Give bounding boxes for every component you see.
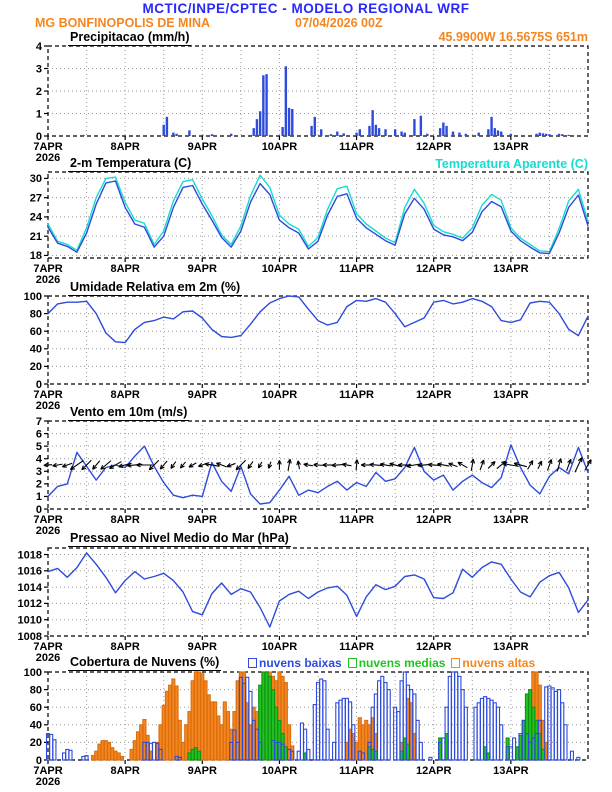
precip-bar	[458, 133, 460, 136]
y-tick-label: 1016	[17, 565, 42, 578]
x-tick-label: 7APR	[33, 263, 63, 275]
panel-title-clouds: Cobertura de Nuvens (%)	[70, 655, 220, 669]
y-tick-label: 20	[29, 737, 42, 750]
precip-bar	[253, 128, 255, 136]
precip-bar	[291, 109, 293, 136]
y-tick-label: 3	[35, 466, 42, 479]
precip-bar	[494, 128, 496, 136]
x-tick-label: 13APR	[493, 641, 529, 653]
precip-bar	[426, 134, 428, 136]
precip-bar	[95, 135, 97, 136]
y-tick-label: 1014	[17, 581, 42, 594]
y-tick-label: 0	[35, 754, 42, 767]
x-tick-label: 10APR	[261, 263, 298, 275]
x-tick-label: 10APR	[261, 765, 298, 777]
y-tick-label: 24	[29, 211, 42, 224]
x-tick-label: 11APR	[339, 765, 375, 777]
panel-title-apparent-temperature: Temperatura Aparente (C)	[435, 157, 588, 171]
x-tick-label: 7APR	[33, 641, 63, 653]
precip-bar	[175, 134, 177, 136]
precip-bar	[285, 66, 287, 136]
precip-bar	[400, 132, 402, 137]
y-tick-label: 7	[35, 415, 42, 428]
precip-bar	[201, 135, 203, 136]
x-tick-label: 11APR	[339, 263, 375, 275]
y-tick-label: 80	[29, 684, 42, 697]
precip-bar	[378, 128, 380, 136]
precip-bar	[314, 117, 316, 136]
page-title: MCTIC/INPE/CPTEC - MODELO REGIONAL WRF	[142, 1, 470, 16]
x-tick-label: 7APR	[33, 765, 63, 777]
precip-bar	[118, 135, 120, 136]
x-tick-label: 12APR	[415, 389, 452, 401]
panel-temperature	[30, 172, 588, 286]
x-tick-label: 12APR	[415, 263, 452, 275]
precip-bar	[288, 108, 290, 136]
x-axis-year-label: 2026	[35, 274, 61, 286]
precip-bar	[259, 111, 261, 136]
x-tick-label: 10APR	[261, 514, 298, 526]
y-tick-label: 100	[23, 666, 42, 679]
y-tick-label: 0	[35, 378, 42, 391]
precip-bar	[375, 125, 377, 136]
precip-bar	[487, 129, 489, 136]
precip-bar	[561, 134, 563, 136]
x-tick-label: 13APR	[493, 765, 529, 777]
precip-bar	[188, 130, 190, 136]
x-tick-label: 10APR	[261, 389, 298, 401]
precip-bar	[548, 134, 550, 136]
precip-bar	[420, 116, 422, 136]
x-tick-label: 11APR	[339, 141, 375, 153]
x-tick-label: 12APR	[415, 514, 452, 526]
x-tick-label: 9APR	[187, 141, 217, 153]
precip-bar	[320, 129, 322, 136]
x-axis-year-label: 2026	[35, 152, 61, 164]
precip-bar	[535, 134, 537, 136]
precip-bar	[82, 135, 84, 136]
precip-bar	[439, 128, 441, 136]
panel-title-precipitation: Precipitacao (mm/h)	[70, 30, 190, 44]
y-tick-label: 1012	[17, 598, 42, 611]
precip-bar	[442, 123, 444, 137]
precip-bar	[404, 133, 406, 136]
precip-bar	[510, 134, 512, 136]
y-tick-label: 20	[29, 361, 42, 374]
y-tick-label: 60	[29, 326, 42, 338]
y-tick-label: 1010	[17, 614, 42, 627]
x-tick-label: 8APR	[110, 389, 140, 401]
x-tick-label: 7APR	[33, 514, 63, 526]
x-tick-label: 9APR	[187, 514, 217, 526]
precip-bar	[539, 133, 541, 136]
y-tick-label: 60	[29, 702, 42, 714]
panel-precipitation	[33, 41, 588, 164]
precip-bar	[249, 135, 251, 136]
panel-title-pressure: Pressao ao Nivel Medio do Mar (hPa)	[70, 531, 289, 545]
y-tick-label: 30	[29, 173, 42, 186]
precip-bar	[330, 134, 332, 136]
precip-bar	[355, 133, 357, 136]
y-tick-label: 40	[29, 343, 42, 356]
x-tick-label: 13APR	[493, 263, 529, 275]
line-umidade-relativa	[48, 296, 588, 343]
y-tick-label: 0	[35, 503, 42, 516]
y-tick-label: 0	[35, 130, 42, 143]
x-tick-label: 13APR	[493, 389, 529, 401]
panel-title-temperature: 2-m Temperatura (C)	[70, 156, 192, 170]
y-tick-label: 6	[35, 428, 42, 441]
y-tick-label: 1	[35, 491, 42, 504]
precip-bar	[465, 134, 467, 136]
station-name: MG BONFINOPOLIS DE MINA	[35, 16, 210, 30]
x-tick-label: 10APR	[261, 141, 298, 153]
x-tick-label: 8APR	[110, 641, 140, 653]
x-tick-label: 10APR	[261, 641, 298, 653]
precip-bar	[368, 126, 370, 136]
x-tick-label: 11APR	[339, 389, 375, 401]
y-tick-label: 1018	[17, 549, 42, 562]
panel-wind	[33, 416, 591, 537]
precip-bar	[452, 132, 454, 137]
x-tick-label: 11APR	[339, 514, 375, 526]
panel-pressure	[18, 548, 588, 664]
x-tick-label: 8APR	[110, 514, 140, 526]
precip-bar	[500, 132, 502, 137]
precip-bar	[281, 127, 283, 136]
precip-bar	[497, 130, 499, 136]
x-axis-year-label: 2026	[35, 400, 61, 412]
y-tick-label: 2	[35, 85, 42, 98]
x-tick-label: 11APR	[339, 641, 375, 653]
panel-title-wind: Vento em 10m (m/s)	[70, 405, 188, 419]
precip-bar	[256, 119, 258, 136]
y-tick-label: 40	[29, 719, 42, 732]
y-tick-label: 2	[35, 478, 42, 491]
precip-bar	[542, 133, 544, 136]
precip-bar	[230, 134, 232, 136]
x-tick-label: 13APR	[493, 141, 529, 153]
precip-bar	[478, 133, 480, 136]
y-tick-label: 4	[35, 453, 42, 466]
precip-bar	[336, 132, 338, 137]
precip-bar	[490, 117, 492, 136]
x-tick-label: 7APR	[33, 389, 63, 401]
precip-bar	[310, 126, 312, 136]
y-tick-label: 4	[35, 40, 42, 53]
precip-bar	[163, 125, 165, 136]
precip-bar	[359, 129, 361, 136]
y-tick-label: 27	[29, 192, 42, 205]
legend-item-nuvens-baixas: nuvens baixas	[248, 656, 342, 670]
y-tick-label: 80	[29, 308, 42, 321]
precip-bar	[445, 126, 447, 136]
x-axis-year-label: 2026	[35, 525, 61, 537]
x-tick-label: 13APR	[493, 514, 529, 526]
legend-item-nuvens-medias: nuvens medias	[348, 656, 446, 670]
y-tick-label: 1	[35, 108, 42, 121]
precip-bar	[265, 74, 267, 136]
y-tick-label: 3	[35, 63, 42, 76]
x-tick-label: 9APR	[187, 389, 217, 401]
x-tick-label: 9APR	[187, 263, 217, 275]
y-tick-label: 1008	[17, 630, 42, 643]
x-axis-year-label: 2026	[35, 652, 61, 664]
panel-title-humidity: Umidade Relativa em 2m (%)	[70, 280, 241, 294]
precip-bar	[371, 110, 373, 136]
x-tick-label: 8APR	[110, 765, 140, 777]
x-tick-label: 7APR	[33, 141, 63, 153]
precip-bar	[413, 119, 415, 136]
model-run-datetime: 07/04/2026 00Z	[295, 16, 383, 30]
y-tick-label: 5	[35, 440, 42, 453]
precip-bar	[545, 134, 547, 136]
panel-humidity	[24, 291, 588, 412]
legend-item-nuvens-altas: nuvens altas	[451, 656, 535, 670]
y-tick-label: 100	[23, 290, 42, 303]
panel-clouds	[24, 667, 588, 788]
x-tick-label: 12APR	[415, 641, 452, 653]
cloud-series-nuvens-baixas	[47, 672, 580, 760]
x-tick-label: 12APR	[415, 141, 452, 153]
y-tick-label: 18	[29, 250, 42, 263]
precip-bar	[166, 117, 168, 136]
precip-bar	[172, 133, 174, 136]
precip-bar	[211, 134, 213, 136]
x-tick-label: 9APR	[187, 641, 217, 653]
station-coordinates: 45.9900W 16.5675S 651m	[438, 30, 588, 44]
precip-bar	[384, 129, 386, 136]
precip-bar	[568, 135, 570, 136]
y-tick-label: 21	[29, 230, 42, 243]
x-tick-label: 8APR	[110, 141, 140, 153]
precip-bar	[343, 133, 345, 136]
wind-barbs	[44, 458, 591, 473]
precip-bar	[262, 75, 264, 136]
x-axis-year-label: 2026	[35, 776, 61, 788]
x-tick-label: 12APR	[415, 765, 452, 777]
x-tick-label: 9APR	[187, 765, 217, 777]
precip-bar	[394, 129, 396, 136]
x-tick-label: 8APR	[110, 263, 140, 275]
precip-bar	[558, 134, 560, 136]
